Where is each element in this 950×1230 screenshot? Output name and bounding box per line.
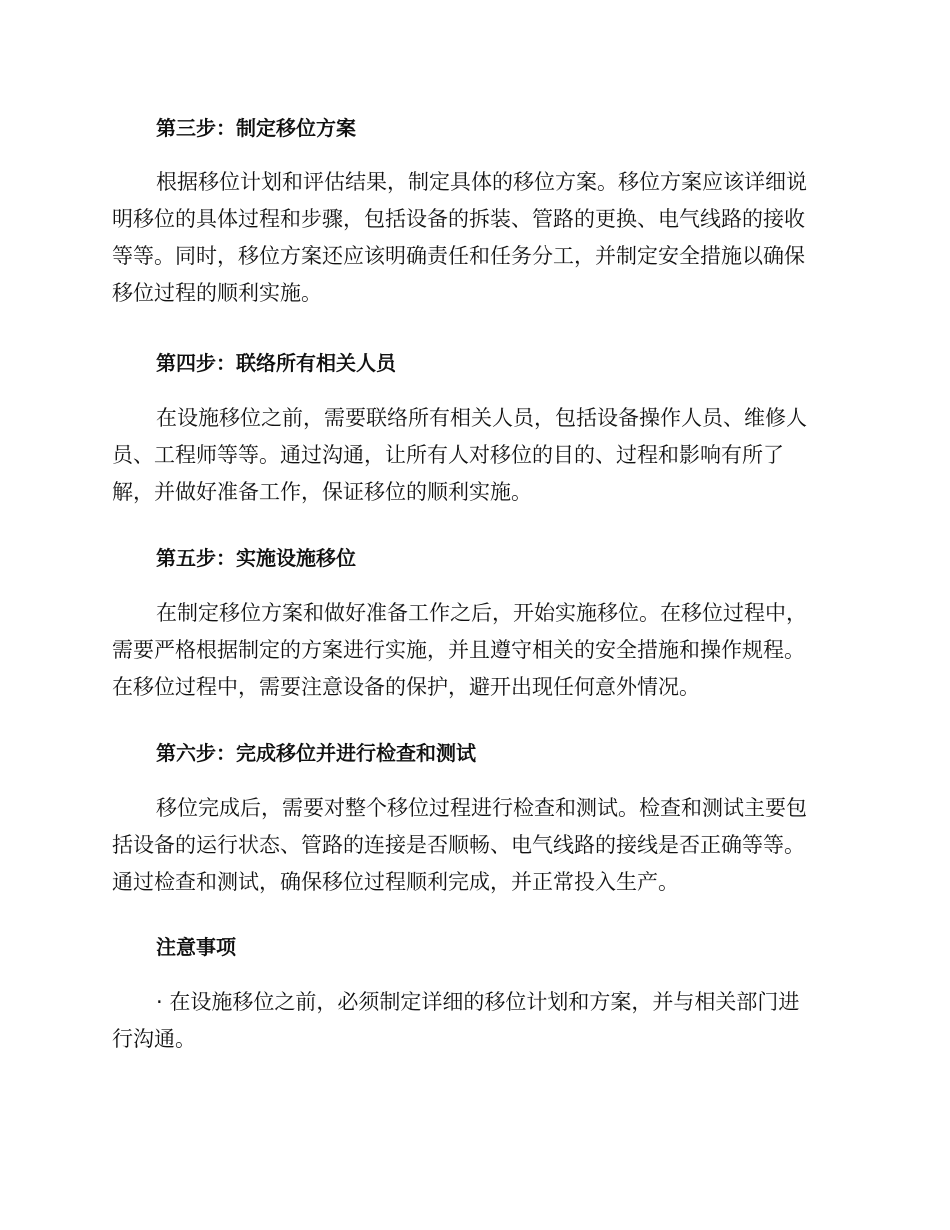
paragraph-line: 员、工程师等等。通过沟通，让所有人对移位的目的、过程和影响有所了 (112, 443, 784, 467)
paragraph-line: 在设施移位之前，需要联络所有相关人员，包括设备操作人员、维修人 (156, 406, 807, 430)
paragraph-line: 通过检查和测试，确保移位过程顺利完成，并正常投入生产。 (112, 870, 679, 894)
section-body-step5 (112, 595, 842, 706)
paragraph-line: 解，并做好准备工作，保证移位的顺利实施。 (112, 480, 532, 504)
paragraph-line: 需要严格根据制定的方案进行实施，并且遵守相关的安全措施和操作规程。 (112, 638, 805, 662)
paragraph-line: 在移位过程中，需要注意设备的保护，避开出现任何意外情况。 (112, 675, 700, 699)
paragraph-line: 移位过程的顺利实施。 (112, 281, 322, 305)
section-body-step4 (112, 400, 842, 511)
section-heading-step3: 第三步：制定移位方案 (156, 116, 356, 140)
section-heading-step5: 第五步：实施设施移位 (156, 546, 356, 570)
paragraph-line: 等等。同时，移位方案还应该明确责任和任务分工，并制定安全措施以确保 (112, 244, 805, 268)
paragraph-line: 明移位的具体过程和步骤，包括设备的拆装、管路的更换、电气线路的接收 (112, 207, 805, 231)
section-heading-step6: 第六步：完成移位并进行检查和测试 (156, 741, 476, 765)
section-body-step3 (112, 164, 842, 312)
paragraph-line: 移位完成后，需要对整个移位过程进行检查和测试。检查和测试主要包 (156, 796, 807, 820)
section-heading-step4: 第四步：联络所有相关人员 (156, 351, 396, 375)
paragraph-line: 行沟通。 (112, 1027, 196, 1051)
section-body-notes (112, 984, 842, 1058)
section-body-step6 (112, 790, 842, 901)
paragraph-line: 根据移位计划和评估结果，制定具体的移位方案。移位方案应该详细说 (156, 170, 807, 194)
bullet-line: · 在设施移位之前，必须制定详细的移位计划和方案，并与相关部门进 (156, 990, 800, 1014)
section-heading-notes: 注意事项 (156, 935, 236, 959)
paragraph-line: 括设备的运行状态、管路的连接是否顺畅、电气线路的接线是否正确等等。 (112, 833, 805, 857)
paragraph-line: 在制定移位方案和做好准备工作之后，开始实施移位。在移位过程中， (156, 601, 807, 625)
